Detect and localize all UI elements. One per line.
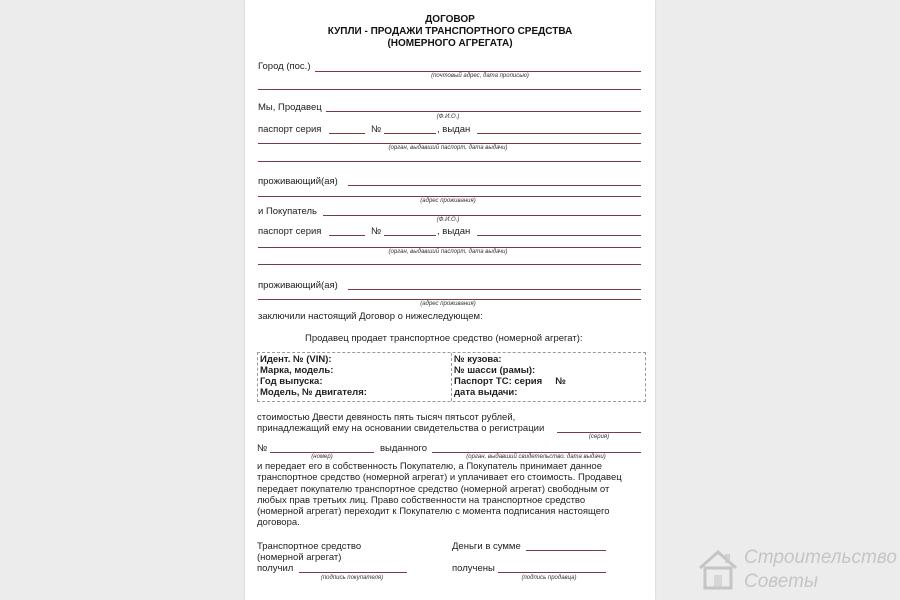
seller-residing-label: проживающий(ая): [258, 176, 338, 187]
blank-line: [258, 143, 641, 144]
transfer-line: и передает его в собственность Покупателю, а Покупатель принимает данное: [257, 461, 602, 472]
money-label: Деньги в сумме: [452, 541, 521, 552]
house-logo-icon: [696, 546, 740, 592]
blank-line: [258, 264, 641, 265]
money-received-label: получены: [452, 563, 495, 574]
buyer-issuer-caption: (орган, выдавший паспорт, дата выдачи): [388, 249, 508, 255]
buyer-number-line: [384, 235, 436, 236]
seller-signature-line: [498, 572, 606, 573]
seller-series-line: [329, 133, 365, 134]
city-field-line: [315, 71, 641, 72]
blank-line: [258, 299, 641, 300]
vehicle-received-line2: (номерной агрегат): [257, 552, 342, 563]
body-number-label: № кузова:: [454, 354, 502, 365]
number-caption: (номер): [311, 454, 333, 460]
blank-line: [258, 161, 641, 162]
buyer-issued-label: , выдан: [437, 226, 471, 237]
vehicle-details-box: [257, 352, 646, 402]
buyer-number-sign: №: [371, 226, 382, 237]
issue-date-label: дата выдачи:: [454, 387, 518, 398]
cert-number-line: [270, 452, 374, 453]
seller-signature-caption: (подпись продавца): [521, 575, 577, 581]
cert-issuer-caption: (орган, выдавший свидетельство, дата выдачи): [466, 454, 606, 460]
buyer-residing-label: проживающий(ая): [258, 280, 338, 291]
buyer-fio-caption: (Ф.И.О.): [436, 217, 460, 223]
seller-issued-label: , выдан: [437, 124, 471, 135]
seller-issuer-caption: (орган, выдавший паспорт, дата выдачи): [388, 145, 508, 151]
buyer-address-caption: (адрес проживания): [420, 301, 476, 307]
document-page: [245, 0, 655, 600]
seller-fio-caption: (Ф.И.О.): [436, 114, 460, 120]
seller-address-caption: (адрес проживания): [420, 198, 476, 204]
money-amount-line: [526, 550, 606, 551]
cost-text: стоимостью Двести девяность пять тысяч пятьсот рублей,: [257, 412, 516, 423]
doc-subtitle-2: (НОМЕРНОГО АГРЕГАТА): [387, 38, 513, 49]
sells-text: Продавец продает транспортное средство (номерной агрегат):: [305, 333, 583, 344]
chassis-label: № шасси (рамы):: [454, 365, 536, 376]
issued-label: выданного: [380, 443, 428, 454]
buyer-name-line: [323, 215, 641, 216]
blank-line: [258, 89, 641, 90]
year-label: Год выпуска:: [260, 376, 323, 387]
buyer-label: и Покупатель: [258, 206, 317, 217]
buyer-signature-line: [299, 572, 407, 573]
watermark-line2: Советы: [744, 571, 818, 592]
vin-label: Идент. № (VIN):: [260, 354, 332, 365]
watermark-line1: Строительство: [744, 547, 897, 568]
transfer-line: договора.: [257, 517, 300, 529]
doc-subtitle: КУПЛИ - ПРОДАЖИ ТРАНСПОРТНОГО СРЕДСТВА: [327, 26, 573, 37]
buyer-address-line: [348, 289, 641, 290]
transfer-line: транспортное средство (номерной агрегат) и уплачивает его стоимость. Продавец: [257, 472, 622, 484]
number-sign: №: [257, 443, 268, 454]
vehicle-received-line1: Транспортное средство: [257, 541, 362, 552]
seller-issuer-line: [477, 133, 641, 134]
concluded-text: заключили настоящий Договор о нижеследующем:: [258, 311, 483, 322]
series-caption: (серия): [588, 434, 610, 440]
buyer-passport-label: паспорт серия: [258, 226, 322, 237]
city-label: Город (пос.): [258, 61, 311, 72]
pts-label: Паспорт ТС: серия №: [454, 376, 566, 387]
seller-number-sign: №: [371, 124, 382, 135]
city-caption: (почтовый адрес, дата прописью): [431, 73, 529, 79]
seller-name-line: [326, 111, 641, 112]
seller-address-line: [348, 185, 641, 186]
seller-passport-label: паспорт серия: [258, 124, 322, 135]
transfer-paragraph: [257, 461, 645, 529]
transfer-line: передает покупателю транспортное средство (номерной агрегат) свободным от: [257, 483, 610, 495]
belonging-text: принадлежащий ему на основании свидетельства о регистрации: [257, 423, 545, 434]
seller-number-line: [384, 133, 436, 134]
transfer-line: (номерной агрегат) переходит к Покупателю с момента подписания настоящего: [257, 506, 610, 518]
buyer-series-line: [329, 235, 365, 236]
watermark: [694, 542, 900, 600]
cert-issuer-line: [432, 452, 641, 453]
vehicle-received-line3: получил: [257, 563, 294, 574]
series-line: [557, 432, 641, 433]
buyer-issuer-line: [477, 235, 641, 236]
doc-title: ДОГОВОР: [425, 14, 475, 25]
transfer-line: любых прав третьих лиц. Право собственности на транспортное средство: [257, 494, 586, 506]
engine-label: Модель, № двигателя:: [260, 387, 367, 398]
vehicle-box-divider: [451, 353, 452, 401]
buyer-signature-caption: (подпись покупателя): [320, 575, 384, 581]
blank-line: [258, 196, 641, 197]
blank-line: [258, 247, 641, 248]
make-model-label: Марка, модель:: [260, 365, 334, 376]
seller-label: Мы, Продавец: [258, 102, 322, 113]
